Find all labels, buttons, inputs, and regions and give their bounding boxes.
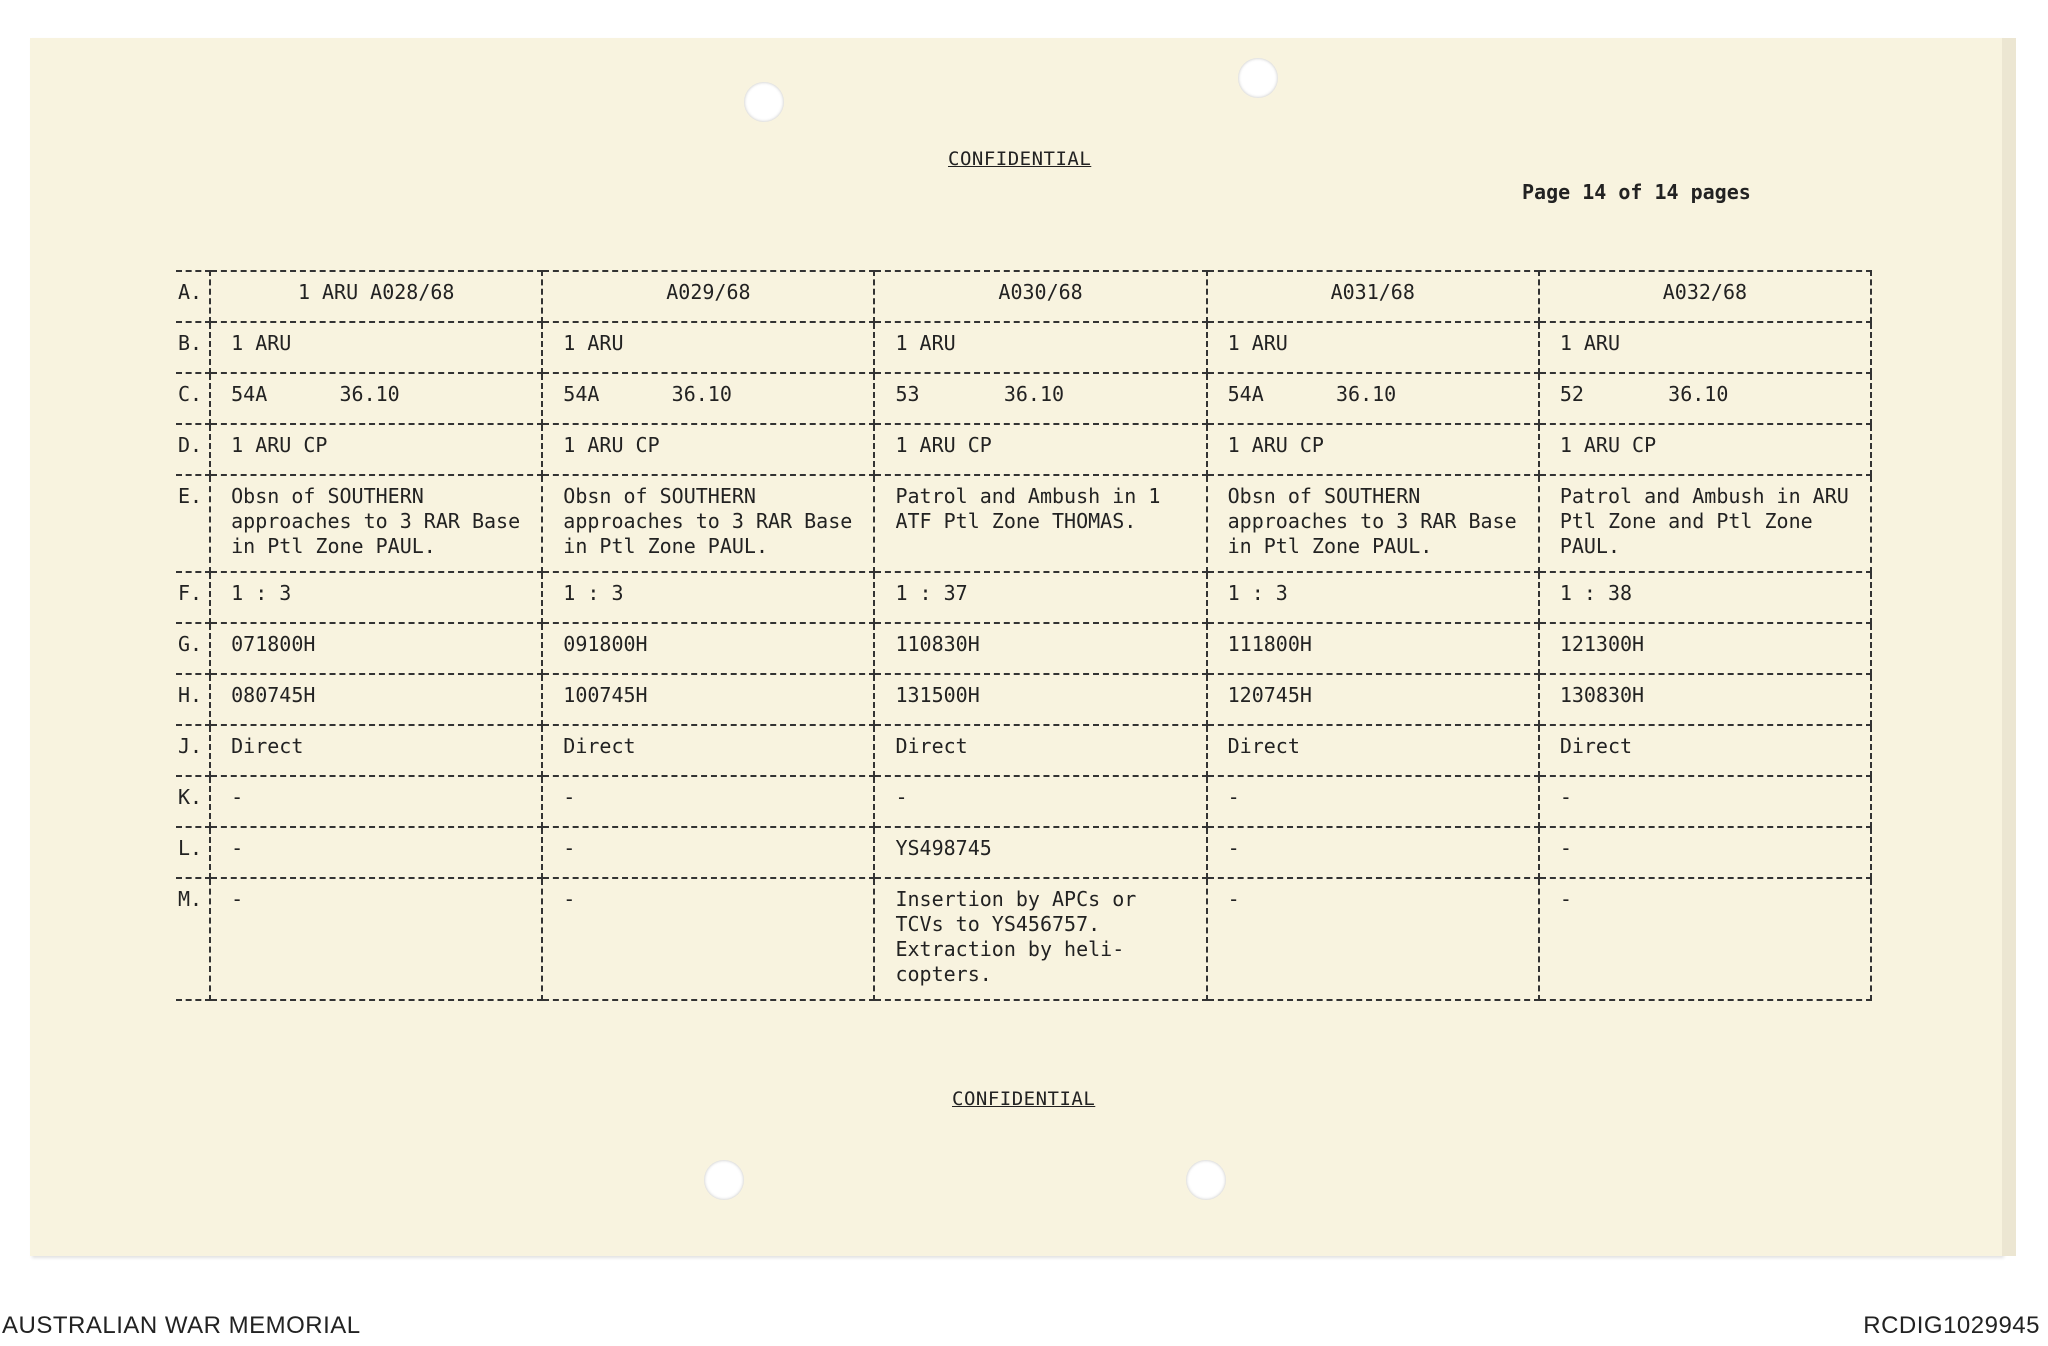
- page-edge: [2002, 38, 2016, 1256]
- table-cell: 53 36.10: [874, 373, 1206, 424]
- table-cell: 1 ARU: [874, 322, 1206, 373]
- table-cell: 121300H: [1539, 623, 1871, 674]
- table-cell: A030/68: [874, 271, 1206, 322]
- table-cell: 54A 36.10: [1207, 373, 1539, 424]
- archive-name: AUSTRALIAN WAR MEMORIAL: [2, 1312, 361, 1339]
- table-cell: 1 ARU CP: [1539, 424, 1871, 475]
- table-cell: Insertion by APCs or TCVs to YS456757. Extraction by heli- copters.: [874, 878, 1206, 1000]
- table-cell: -: [210, 827, 542, 878]
- table-cell: -: [542, 878, 874, 1000]
- table-row: [176, 475, 1871, 572]
- table-cell: 1 : 3: [1207, 572, 1539, 623]
- row-label: A.: [176, 271, 210, 322]
- table-cell: 1 : 38: [1539, 572, 1871, 623]
- operations-table: [176, 270, 1872, 1001]
- table-cell: -: [1539, 878, 1871, 1000]
- table-cell: -: [1207, 878, 1539, 1000]
- row-label: C.: [176, 373, 210, 424]
- table-row: [176, 322, 1871, 373]
- table-cell: Direct: [1539, 725, 1871, 776]
- table-row: [176, 373, 1871, 424]
- header-classification: CONFIDENTIAL: [948, 148, 1092, 170]
- table-cell: 1 : 37: [874, 572, 1206, 623]
- table-cell: 1 ARU: [542, 322, 874, 373]
- table-cell: 1 : 3: [542, 572, 874, 623]
- table-row: [176, 572, 1871, 623]
- table-cell: 52 36.10: [1539, 373, 1871, 424]
- table-cell: 1 ARU CP: [1207, 424, 1539, 475]
- table-cell: Direct: [542, 725, 874, 776]
- table-cell: -: [1207, 827, 1539, 878]
- row-label: D.: [176, 424, 210, 475]
- table-cell: 130830H: [1539, 674, 1871, 725]
- table-cell: Patrol and Ambush in 1 ATF Ptl Zone THOMAS.: [874, 475, 1206, 572]
- punch-hole: [1238, 58, 1278, 98]
- table-row: [176, 827, 1871, 878]
- table-cell: -: [1539, 776, 1871, 827]
- table-cell: Direct: [1207, 725, 1539, 776]
- row-label: J.: [176, 725, 210, 776]
- punch-hole: [1186, 1160, 1226, 1200]
- table-cell: 1 ARU A028/68: [210, 271, 542, 322]
- table-cell: 54A 36.10: [542, 373, 874, 424]
- table-row: [176, 674, 1871, 725]
- punch-hole: [704, 1160, 744, 1200]
- table-cell: -: [542, 827, 874, 878]
- table-cell: 1 ARU: [1539, 322, 1871, 373]
- row-label: H.: [176, 674, 210, 725]
- table-cell: Obsn of SOUTHERN approaches to 3 RAR Base in Ptl Zone PAUL.: [1207, 475, 1539, 572]
- table-cell: 080745H: [210, 674, 542, 725]
- table-cell: 1 ARU: [1207, 322, 1539, 373]
- table-cell: 120745H: [1207, 674, 1539, 725]
- table-row: [176, 424, 1871, 475]
- row-label: K.: [176, 776, 210, 827]
- table-cell: 1 ARU CP: [542, 424, 874, 475]
- table-cell: 1 ARU CP: [874, 424, 1206, 475]
- row-label: M.: [176, 878, 210, 1000]
- row-label: E.: [176, 475, 210, 572]
- table-cell: 071800H: [210, 623, 542, 674]
- table-row: [176, 878, 1871, 1000]
- table-cell: 131500H: [874, 674, 1206, 725]
- row-label: F.: [176, 572, 210, 623]
- table-cell: Direct: [874, 725, 1206, 776]
- table-cell: A031/68: [1207, 271, 1539, 322]
- table-cell: 1 ARU: [210, 322, 542, 373]
- table-cell: Direct: [210, 725, 542, 776]
- row-label: L.: [176, 827, 210, 878]
- table-row: [176, 623, 1871, 674]
- table-cell: 111800H: [1207, 623, 1539, 674]
- table-row: [176, 776, 1871, 827]
- archive-id: RCDIG1029945: [1863, 1312, 2040, 1339]
- table-cell: 54A 36.10: [210, 373, 542, 424]
- table-cell: -: [210, 776, 542, 827]
- table-cell: -: [874, 776, 1206, 827]
- table-cell: -: [1539, 827, 1871, 878]
- table-cell: Patrol and Ambush in ARU Ptl Zone and Ptl Zone PAUL.: [1539, 475, 1871, 572]
- row-label: B.: [176, 322, 210, 373]
- punch-hole: [744, 82, 784, 122]
- table-cell: Obsn of SOUTHERN approaches to 3 RAR Base in Ptl Zone PAUL.: [210, 475, 542, 572]
- table-cell: A029/68: [542, 271, 874, 322]
- table-row: [176, 271, 1871, 322]
- table-cell: -: [1207, 776, 1539, 827]
- table-cell: 091800H: [542, 623, 874, 674]
- table-cell: A032/68: [1539, 271, 1871, 322]
- row-label: G.: [176, 623, 210, 674]
- table-cell: YS498745: [874, 827, 1206, 878]
- footer-classification: CONFIDENTIAL: [952, 1088, 1096, 1110]
- page-number: Page 14 of 14 pages: [1522, 180, 1751, 204]
- table-row: [176, 725, 1871, 776]
- table-cell: 110830H: [874, 623, 1206, 674]
- table-cell: -: [542, 776, 874, 827]
- table-cell: 1 ARU CP: [210, 424, 542, 475]
- table-cell: Obsn of SOUTHERN approaches to 3 RAR Base in Ptl Zone PAUL.: [542, 475, 874, 572]
- table-cell: -: [210, 878, 542, 1000]
- table-cell: 1 : 3: [210, 572, 542, 623]
- table-cell: 100745H: [542, 674, 874, 725]
